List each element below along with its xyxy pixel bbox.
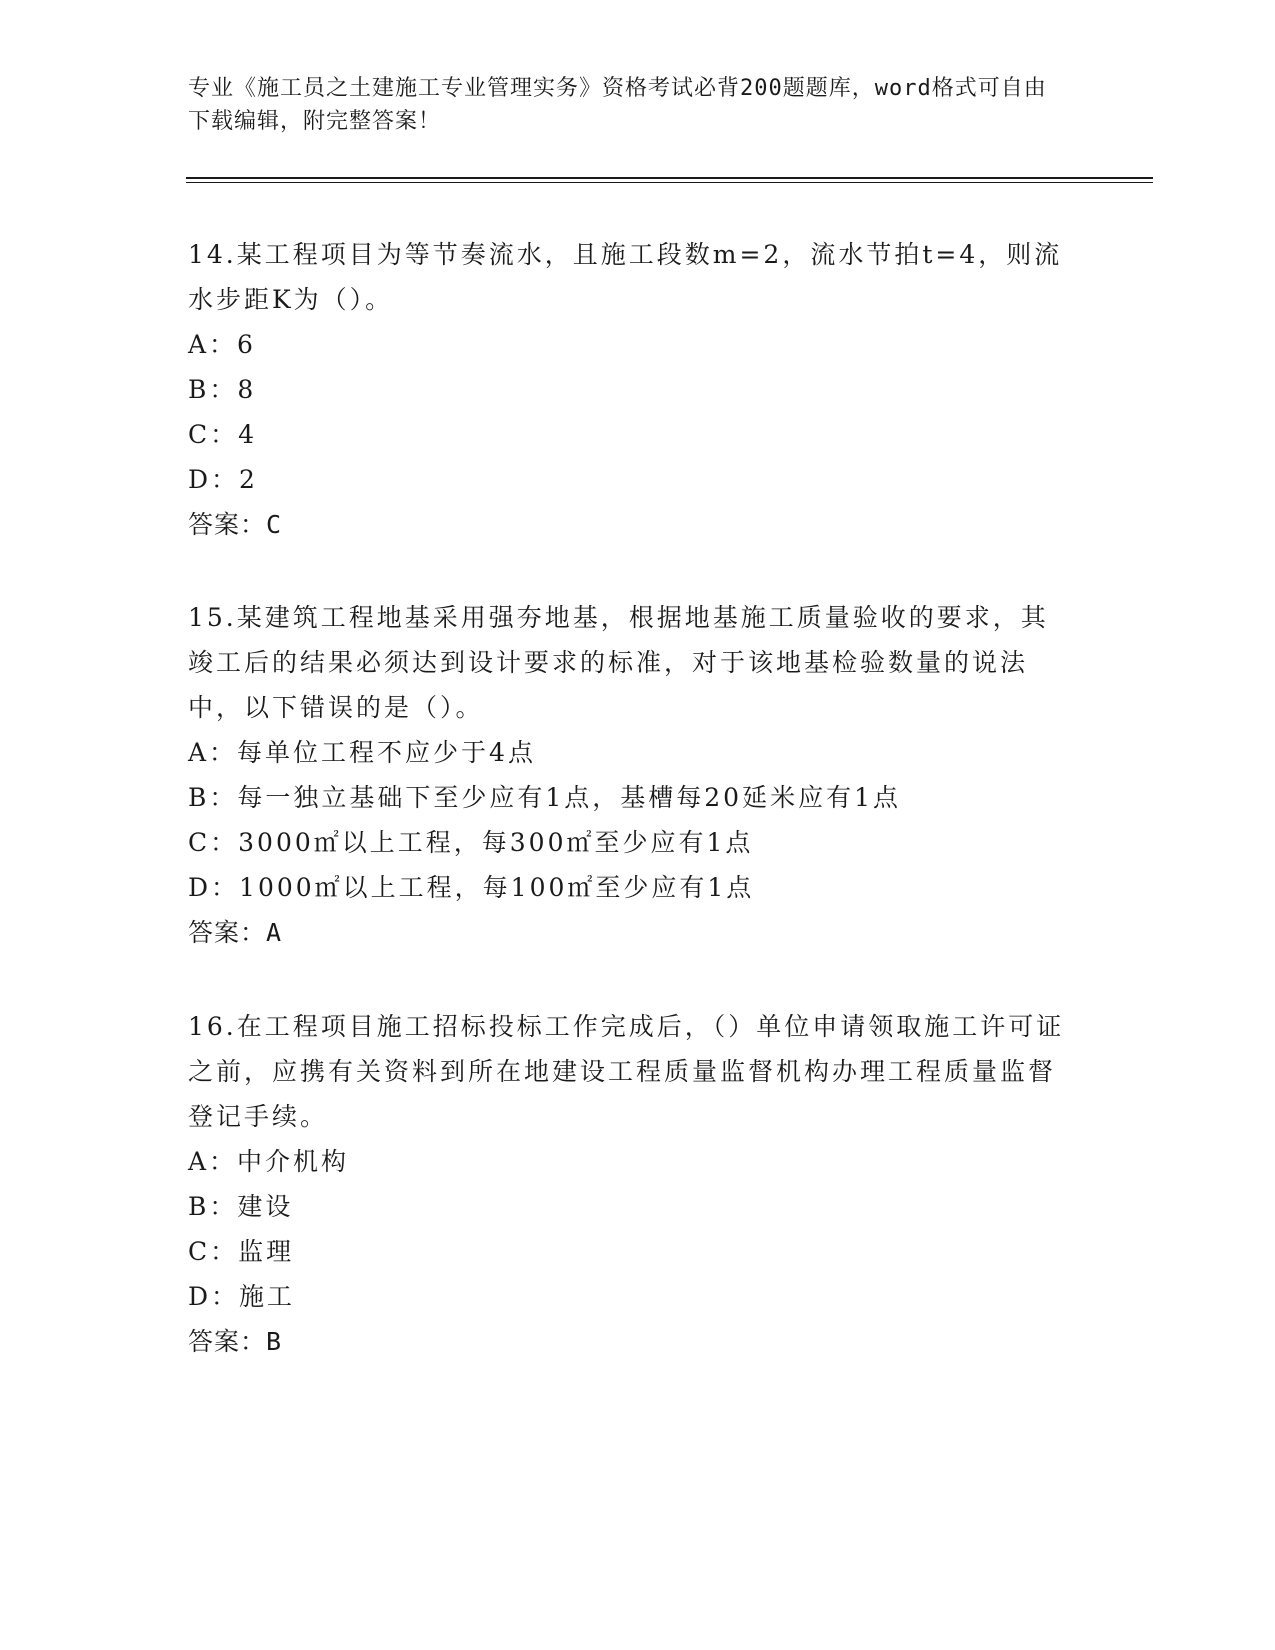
question-block [188,595,1068,956]
header-divider-thick [186,177,1153,179]
document-header: 专业《施工员之土建施工专业管理实务》资格考试必背200题题库，word格式可自由下载编辑，附完整答案！ [188,76,1047,134]
answer-line: 答案：C [188,510,283,539]
option-b: B：建设 [188,1192,294,1221]
option-b: B：8 [188,375,257,404]
question-block [188,1004,1068,1365]
question-stem: 16.在工程项目施工招标投标工作完成后，（）单位申请领取施工许可证之前，应携有关资料到所在地建设工程质量监督机构办理工程质量监督登记手续。 [188,1012,1065,1131]
option-c: C：监理 [188,1237,295,1266]
option-a: A：6 [188,330,256,359]
question-stem: 14.某工程项目为等节奏流水，且施工段数m=2，流水节拍t=4，则流水步距K为（）。 [188,240,1063,314]
question-block [188,232,1068,548]
answer-line: 答案：B [188,1327,283,1356]
option-d: D：1000㎡以上工程，每100㎡至少应有1点 [188,873,755,902]
option-b: B：每一独立基础下至少应有1点，基槽每20延米应有1点 [188,783,901,812]
option-a: A：中介机构 [188,1147,350,1176]
option-d: D：施工 [188,1282,296,1311]
option-a: A：每单位工程不应少于4点 [188,738,536,767]
answer-line: 答案：A [188,918,283,947]
option-d: D：2 [188,465,258,494]
option-c: C：4 [188,420,258,449]
option-c: C：3000㎡以上工程，每300㎡至少应有1点 [188,828,754,857]
header-divider-thin [186,182,1153,183]
question-stem: 15.某建筑工程地基采用强夯地基，根据地基施工质量验收的要求，其竣工后的结果必须达到设计要求的标准，对于该地基检验数量的说法中，以下错误的是（）。 [188,603,1049,722]
